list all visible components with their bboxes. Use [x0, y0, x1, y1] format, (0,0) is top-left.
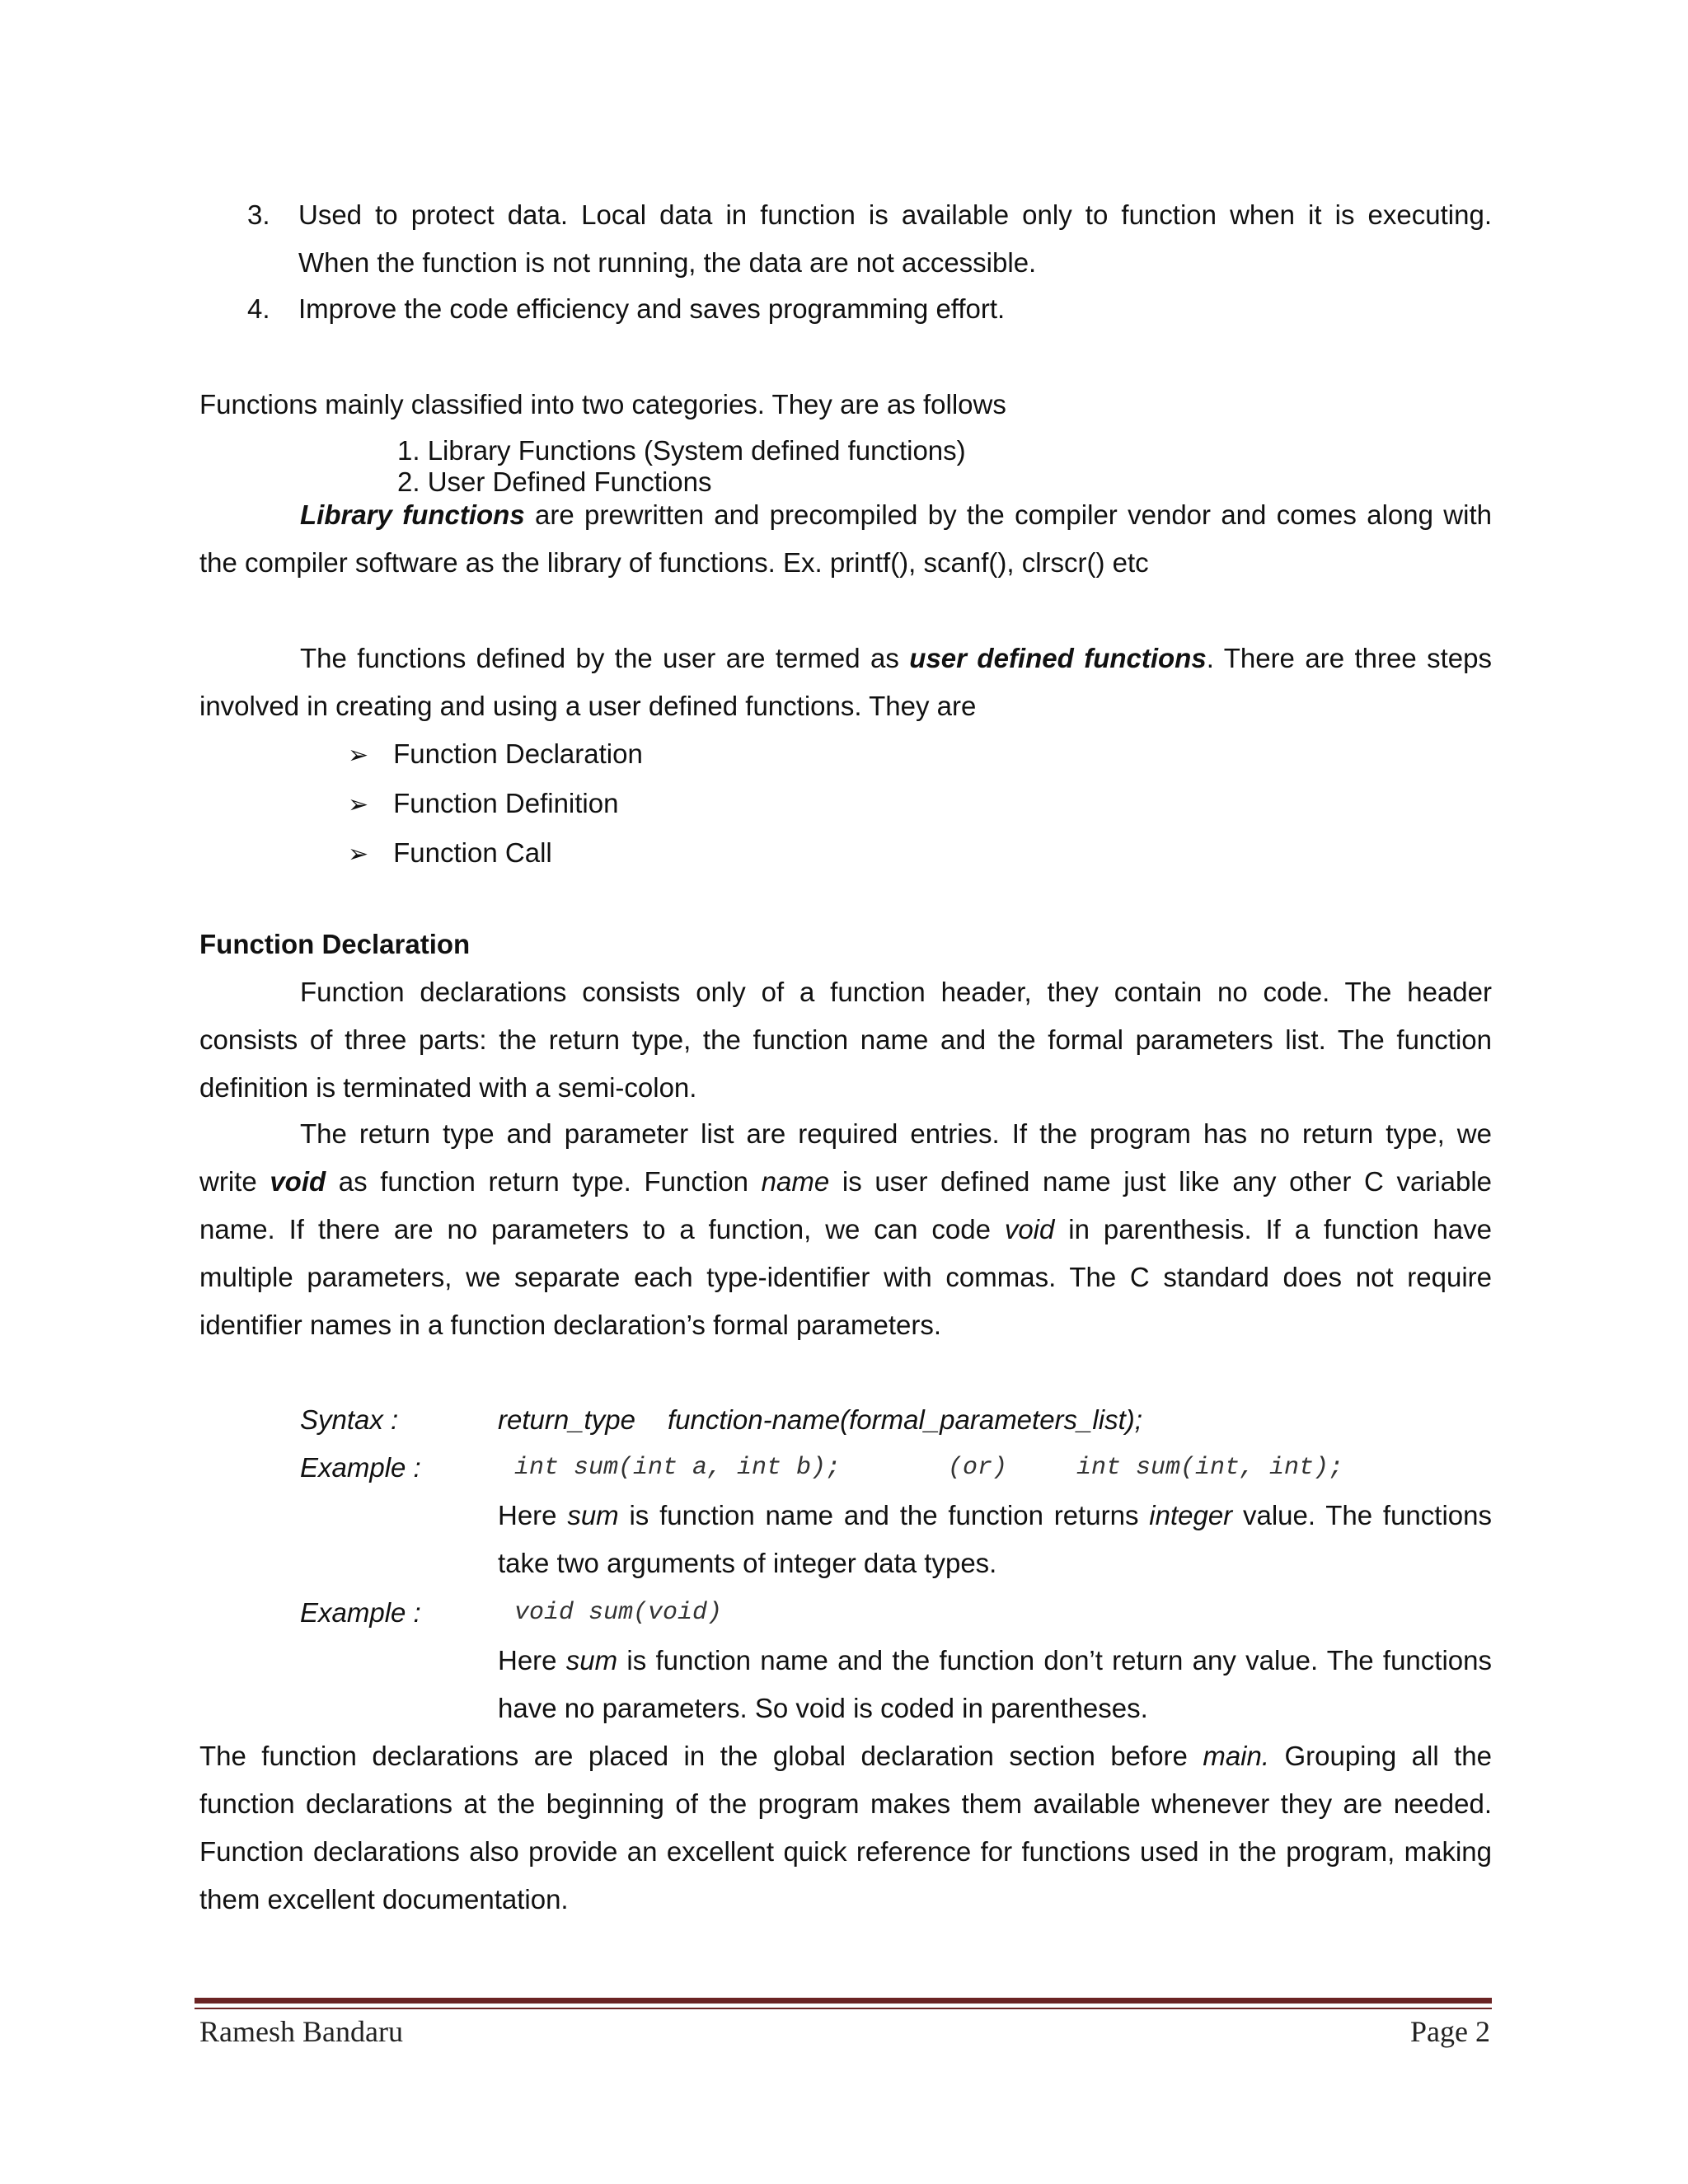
- section-heading: Function Declaration: [199, 929, 471, 959]
- syntax-declaration: function-name(formal_parameters_list);: [668, 1404, 1142, 1435]
- code-example: int sum(int a, int b);: [514, 1454, 842, 1482]
- code-example: void sum(void): [514, 1599, 723, 1627]
- category-item: 2. User Defined Functions: [397, 466, 712, 497]
- example-label: Example :: [300, 1597, 421, 1628]
- footer-author: Ramesh Bandaru: [199, 2015, 403, 2048]
- list-item: ➢ Function Call: [348, 829, 643, 879]
- categories-intro: Functions mainly classified into two categories. They are as follows: [199, 389, 1006, 419]
- arrow-bullet-icon: ➢: [348, 791, 369, 818]
- list-item-text: Used to protect data. Local data in function is available only to function when it is executing. When the function is not running, the data are not accessible.: [298, 199, 1492, 278]
- list-item: ➢ Function Declaration: [348, 730, 643, 780]
- arrow-bullet-icon: ➢: [348, 841, 369, 868]
- list-number: 3.: [247, 199, 270, 230]
- list-item: ➢ Function Definition: [348, 780, 643, 829]
- udf-term: user defined functions: [909, 643, 1207, 673]
- category-item: 1. Library Functions (System defined functions): [397, 435, 966, 466]
- udf-paragraph: The functions defined by the user are termed as user defined functions. There are three steps involved in creating and using a user defined functions. They are: [199, 643, 1493, 721]
- footer-rule-thin: [195, 2008, 1492, 2009]
- page-number: Page 2: [1410, 2015, 1490, 2048]
- syntax-label: Syntax :: [300, 1404, 399, 1435]
- list-item-text: Improve the code efficiency and saves programming effort.: [298, 293, 1006, 324]
- return-type-paragraph: The return type and parameter list are required entries. If the program has no return type, we write void as function return type. Function name is user defined name just like any other C variable name. If there are no parameters to a function, we can code void in parenthesis. If a function have multiple parameters, we separate each type-identifier with commas. The C standard does not require identifier names in a function declaration’s formal parameters.: [199, 1118, 1493, 1340]
- steps-list: [348, 730, 643, 879]
- example-label: Example :: [300, 1452, 421, 1483]
- closing-paragraph: The function declarations are placed in the global declaration section before main. Grouping all the function declarations at the beginning of the program makes them available whenever they are needed. Function declarations also provide an excellent quick reference for functions used in the program, making them excellent documentation.: [199, 1741, 1492, 1915]
- example-description: Here sum is function name and the function returns integer value. The functions take two arguments of integer data types.: [498, 1500, 1492, 1578]
- declaration-paragraph: Function declarations consists only of a function header, they contain no code. The header consists of three parts: the return type, the function name and the formal parameters list. The function definition is terminated with a semi-colon.: [199, 977, 1492, 1103]
- library-term: Library functions: [300, 499, 525, 530]
- syntax-return-type: return_type: [498, 1404, 635, 1435]
- list-number: 4.: [247, 293, 270, 324]
- footer-rule: [195, 1998, 1492, 2004]
- code-or: (or): [948, 1454, 1008, 1482]
- library-paragraph: Library functions are prewritten and precompiled by the compiler vendor and comes along with the compiler software as the library of functions. Ex. printf(), scanf(), clrscr() etc: [199, 499, 1492, 578]
- code-example: int sum(int, int);: [1076, 1454, 1344, 1482]
- example-description: Here sum is function name and the function don’t return any value. The functions have no parameters. So void is coded in parentheses.: [498, 1645, 1492, 1723]
- categories-list: [397, 435, 966, 498]
- arrow-bullet-icon: ➢: [348, 742, 369, 769]
